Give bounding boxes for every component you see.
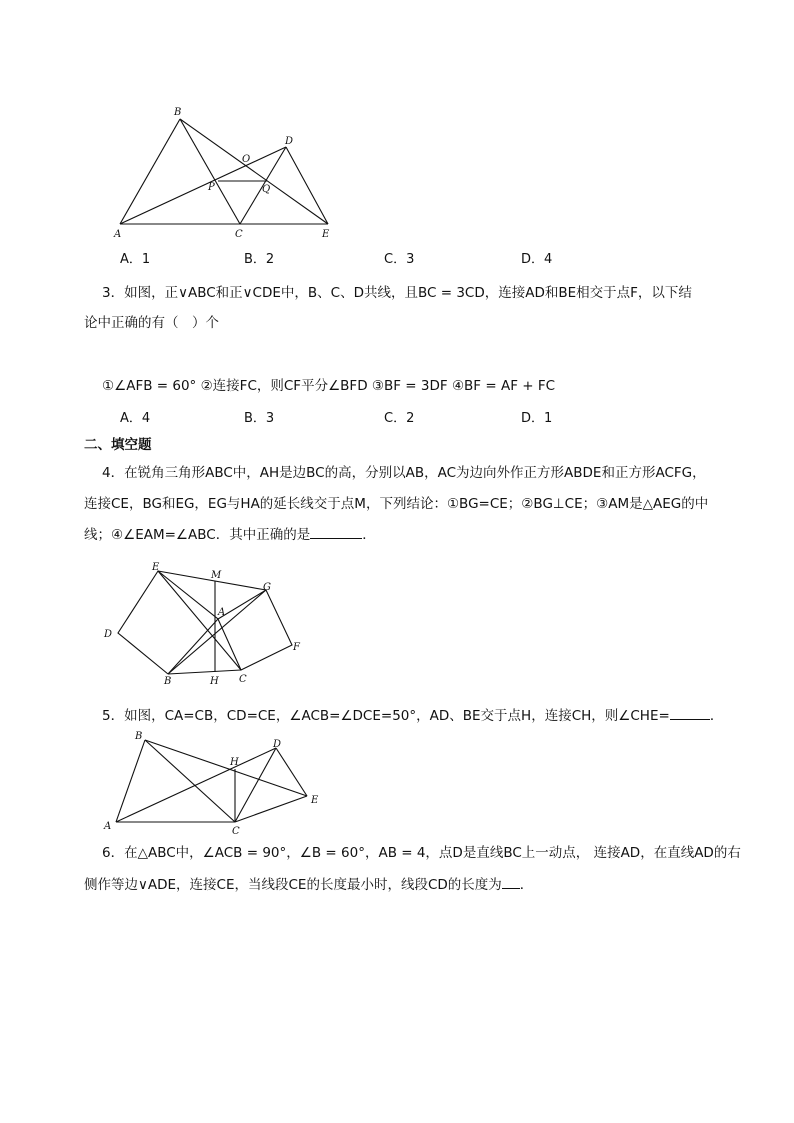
q5-text <box>102 705 723 726</box>
seg-bg <box>168 590 266 674</box>
seg-de <box>286 147 328 224</box>
label-m: M <box>211 570 222 581</box>
seg-bc <box>168 670 241 674</box>
label-b: B <box>164 676 172 687</box>
q4-line-3-end: ． <box>362 527 376 543</box>
figure-isosceles <box>100 725 330 840</box>
q4-line-3 <box>84 524 376 545</box>
q6-answer-blank[interactable] <box>502 874 520 889</box>
q6-line-2 <box>84 874 533 895</box>
label-h: H <box>230 757 239 768</box>
q5-answer-blank[interactable] <box>670 705 710 720</box>
seg-de <box>276 748 307 796</box>
label-p: P <box>208 182 215 193</box>
label-d: D <box>104 629 113 640</box>
q3-option-d: D．1 <box>521 411 553 426</box>
seg-ce <box>158 571 241 670</box>
label-b: B <box>174 107 182 118</box>
q5-text-end: ． <box>709 708 724 724</box>
label-f: F <box>293 642 300 653</box>
section-heading-fill-in: 二、填空题 <box>84 437 152 453</box>
label-g: G <box>263 582 271 593</box>
seg-ce <box>235 796 307 822</box>
q4-line-2: 连接CE，BG和EG，EG与HA的延长线交于点M，下列结论：①BG=CE；②BG⊥CE；③AM是△AEG的中 <box>84 496 709 512</box>
label-c: C <box>232 826 240 837</box>
q2-option-b: B．2 <box>244 252 275 267</box>
label-e: E <box>152 562 160 573</box>
label-a: A <box>104 821 112 832</box>
seg-be <box>145 740 307 796</box>
square-acfg <box>218 590 292 670</box>
q6-line-2-end: ． <box>519 877 534 893</box>
q2-option-a: A．1 <box>120 252 151 267</box>
square-abde <box>118 571 218 674</box>
label-e: E <box>322 229 330 240</box>
label-c: C <box>239 674 247 685</box>
q2-option-c: C．3 <box>384 252 415 267</box>
q4-answer-blank[interactable] <box>310 524 362 539</box>
q5-text-body: 5．如图，CA=CB，CD=CE，∠ACB=∠DCE=50°，AD、BE交于点H，连接CH，则∠CHE= <box>102 708 670 724</box>
figure-squares <box>100 560 310 690</box>
q4-line-1: 4．在锐角三角形ABC中，AH是边BC的高，分别以AB，AC为边向外作正方形ABDE和正方形ACFG， <box>102 465 706 481</box>
label-o: O <box>242 154 251 165</box>
label-h: H <box>210 676 219 687</box>
label-q: Q <box>262 184 271 195</box>
figure-triangles-opq <box>110 100 350 245</box>
label-a: A <box>114 229 122 240</box>
q6-line-2-text: 侧作等边∨ADE，连接CE，当线段CE的长度最小时，线段CD的长度为 <box>84 877 502 893</box>
seg-ab <box>120 119 180 224</box>
seg-be <box>180 119 328 224</box>
seg-ab <box>116 740 145 822</box>
label-c: C <box>235 229 243 240</box>
label-d: D <box>285 136 294 147</box>
q3-option-c: C．2 <box>384 411 415 426</box>
q3-option-a: A．4 <box>120 411 151 426</box>
seg-bc <box>180 119 240 224</box>
seg-ad <box>116 748 276 822</box>
q6-line-1: 6．在△ABC中，∠ACB = 90°，∠B = 60°，AB = 4，点D是直线BC上一动点， 连接AD，在直线AD的右 <box>102 845 741 861</box>
label-a: A <box>218 607 226 618</box>
label-e: E <box>311 795 319 806</box>
seg-cd <box>235 748 276 822</box>
label-d: D <box>273 739 282 750</box>
seg-bc <box>145 740 235 822</box>
q3-statements: ①∠AFB = 60° ②连接FC，则CF平分∠BFD ③BF = 3DF ④BF = AF + FC <box>102 378 556 394</box>
q3-option-b: B．3 <box>244 411 275 426</box>
q2-option-d: D．4 <box>521 252 553 267</box>
q4-line-3-text: 线；④∠EAM=∠ABC．其中正确的是 <box>84 527 311 543</box>
label-b: B <box>135 731 143 742</box>
q3-line-1: 3．如图，正∨ABC和正∨CDE中，B、C、D共线，且BC = 3CD，连接AD和BE相交于点F，以下结 <box>102 285 692 301</box>
q3-line-2: 论中正确的有（ ）个 <box>84 315 219 331</box>
